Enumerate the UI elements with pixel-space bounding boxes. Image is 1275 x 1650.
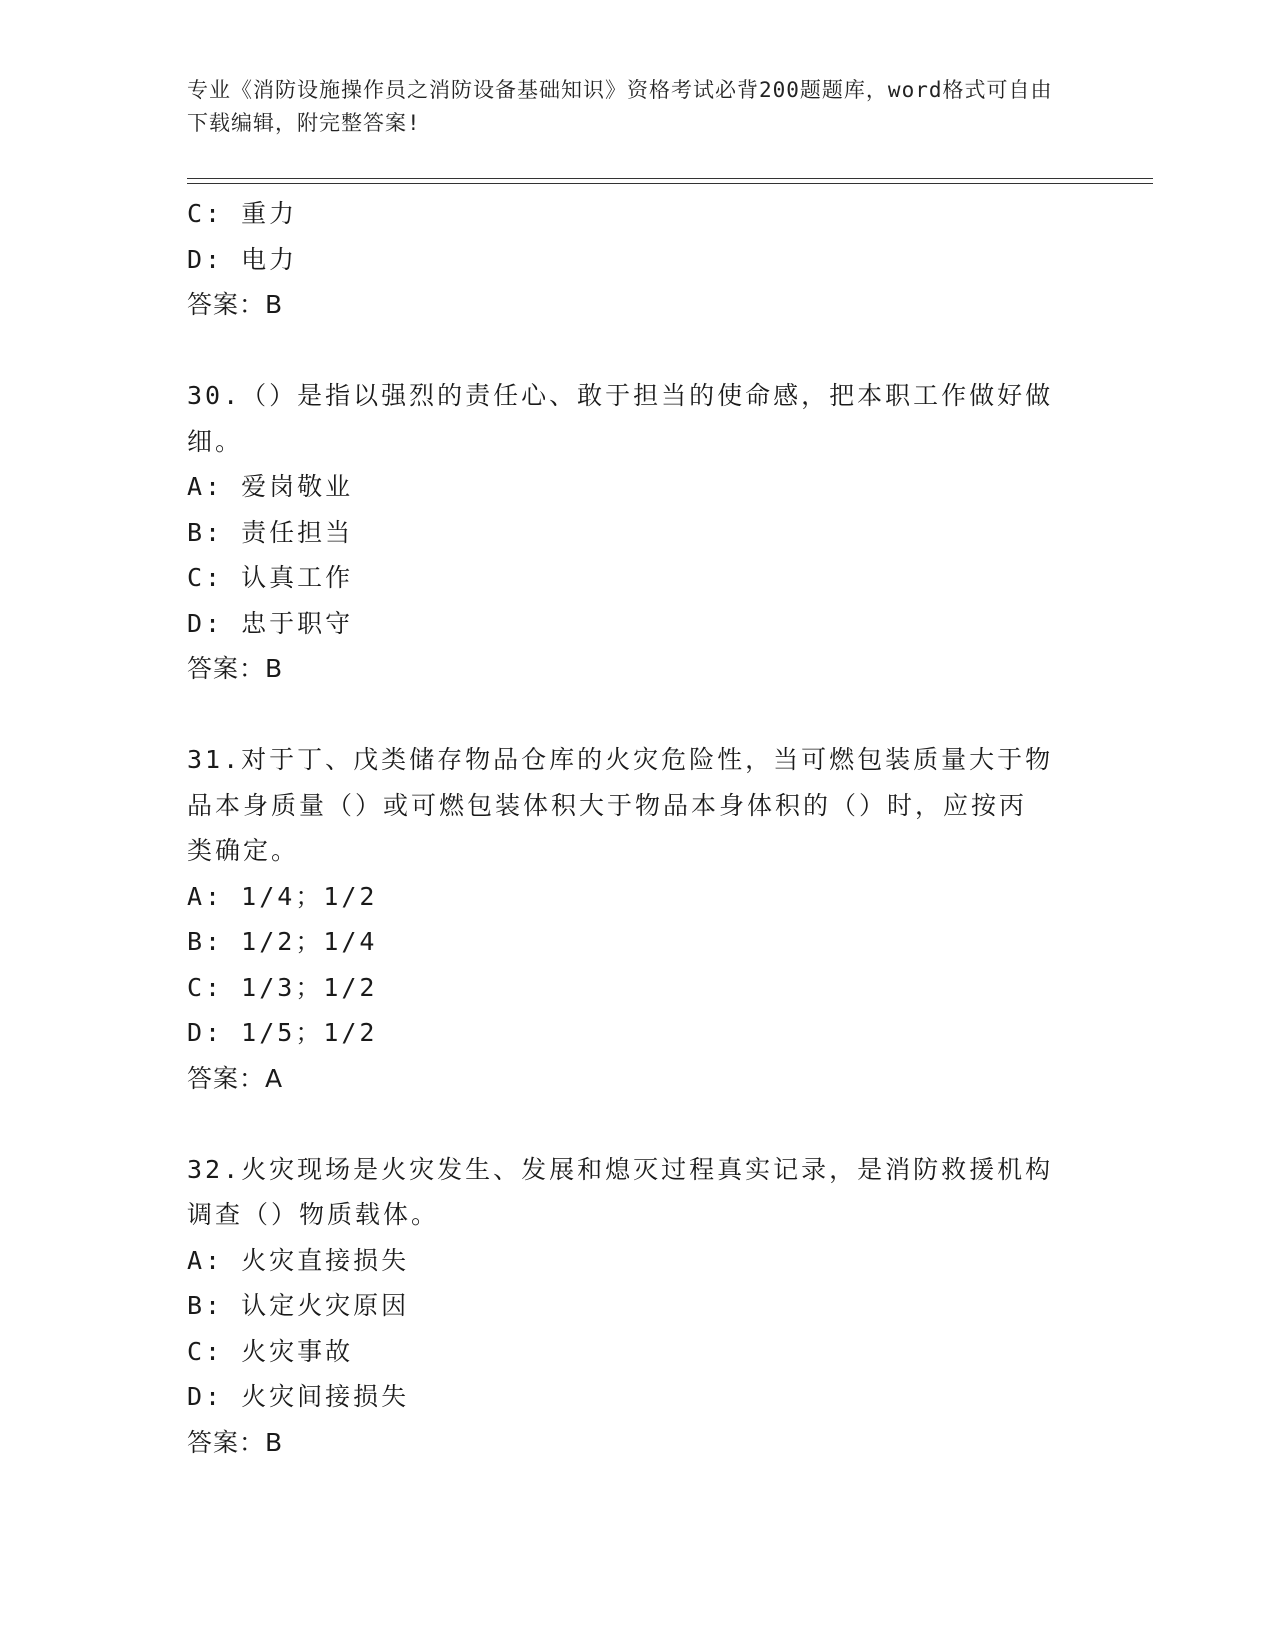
question-text-line: 30.（）是指以强烈的责任心、敢于担当的使命感，把本职工作做好做 (187, 381, 1054, 410)
question-32 (187, 1147, 1087, 1466)
option-text: 1/2；1/4 (241, 927, 378, 956)
option-text: 责任担当 (241, 517, 354, 547)
option-text: 重力 (241, 199, 298, 228)
option-text: 认真工作 (241, 563, 354, 592)
answer-line: 答案：A (187, 1063, 284, 1093)
option-label: B: (187, 517, 224, 547)
question-29-continuation (187, 191, 1087, 328)
option-text: 火灾事故 (241, 1336, 354, 1366)
option-label: D: (187, 608, 224, 638)
spacer (187, 328, 1087, 374)
option-c (187, 191, 1087, 237)
answer-line: 答案：B (187, 290, 284, 319)
spacer (187, 692, 1087, 738)
option-c (187, 1329, 1087, 1375)
option-label: A: (187, 1245, 224, 1275)
question-text-line: 31.对于丁、戊类储存物品仓库的火灾危险性，当可燃包装质量大于物 (187, 745, 1054, 774)
answer-line: 答案：B (187, 1427, 284, 1457)
option-c (187, 555, 1087, 601)
option-d (187, 601, 1087, 647)
option-b (187, 1283, 1087, 1329)
header-divider-bottom (187, 183, 1153, 184)
question-list (187, 191, 1087, 1465)
option-label: A: (187, 472, 224, 501)
option-a (187, 1238, 1087, 1284)
option-label: C: (187, 972, 224, 1002)
option-a (187, 464, 1087, 510)
answer-line: 答案：B (187, 654, 284, 683)
option-text: 电力 (241, 244, 298, 274)
question-text-line: 32.火灾现场是火灾发生、发展和熄灭过程真实记录，是消防救援机构 (187, 1154, 1054, 1184)
header-divider-top (187, 178, 1153, 179)
option-label: D: (187, 244, 224, 274)
option-text: 认定火灾原因 (241, 1291, 410, 1320)
option-d (187, 1374, 1087, 1420)
option-label: B: (187, 927, 224, 956)
option-text: 忠于职守 (241, 608, 354, 638)
option-b (187, 510, 1087, 556)
option-d (187, 1010, 1087, 1056)
option-label: A: (187, 881, 224, 911)
option-text: 1/3；1/2 (241, 972, 378, 1002)
question-text-line: 细。 (187, 426, 244, 456)
question-31 (187, 737, 1087, 1101)
option-b (187, 919, 1087, 965)
option-text: 1/5；1/2 (241, 1018, 378, 1047)
option-text: 1/4；1/2 (241, 881, 378, 911)
option-text: 火灾直接损失 (241, 1245, 410, 1275)
option-text: 爱岗敬业 (241, 472, 354, 501)
question-30 (187, 373, 1087, 692)
question-text-line: 调查（）物质载体。 (187, 1200, 440, 1229)
option-label: D: (187, 1382, 224, 1411)
option-a (187, 874, 1087, 920)
option-c (187, 965, 1087, 1011)
option-label: B: (187, 1291, 224, 1320)
question-text-line: 品本身质量（）或可燃包装体积大于物品本身体积的（）时，应按丙 (187, 790, 1028, 820)
option-label: C: (187, 199, 224, 228)
document-header (187, 74, 1067, 140)
header-title: 专业《消防设施操作员之消防设备基础知识》资格考试必背200题题库，word格式可自由下载编辑，附完整答案! (187, 78, 1053, 135)
option-text: 火灾间接损失 (241, 1382, 410, 1411)
option-d (187, 237, 1087, 283)
question-text-line: 类确定。 (187, 836, 300, 865)
spacer (187, 1101, 1087, 1147)
option-label: D: (187, 1018, 224, 1047)
option-label: C: (187, 1336, 224, 1366)
option-label: C: (187, 563, 224, 592)
